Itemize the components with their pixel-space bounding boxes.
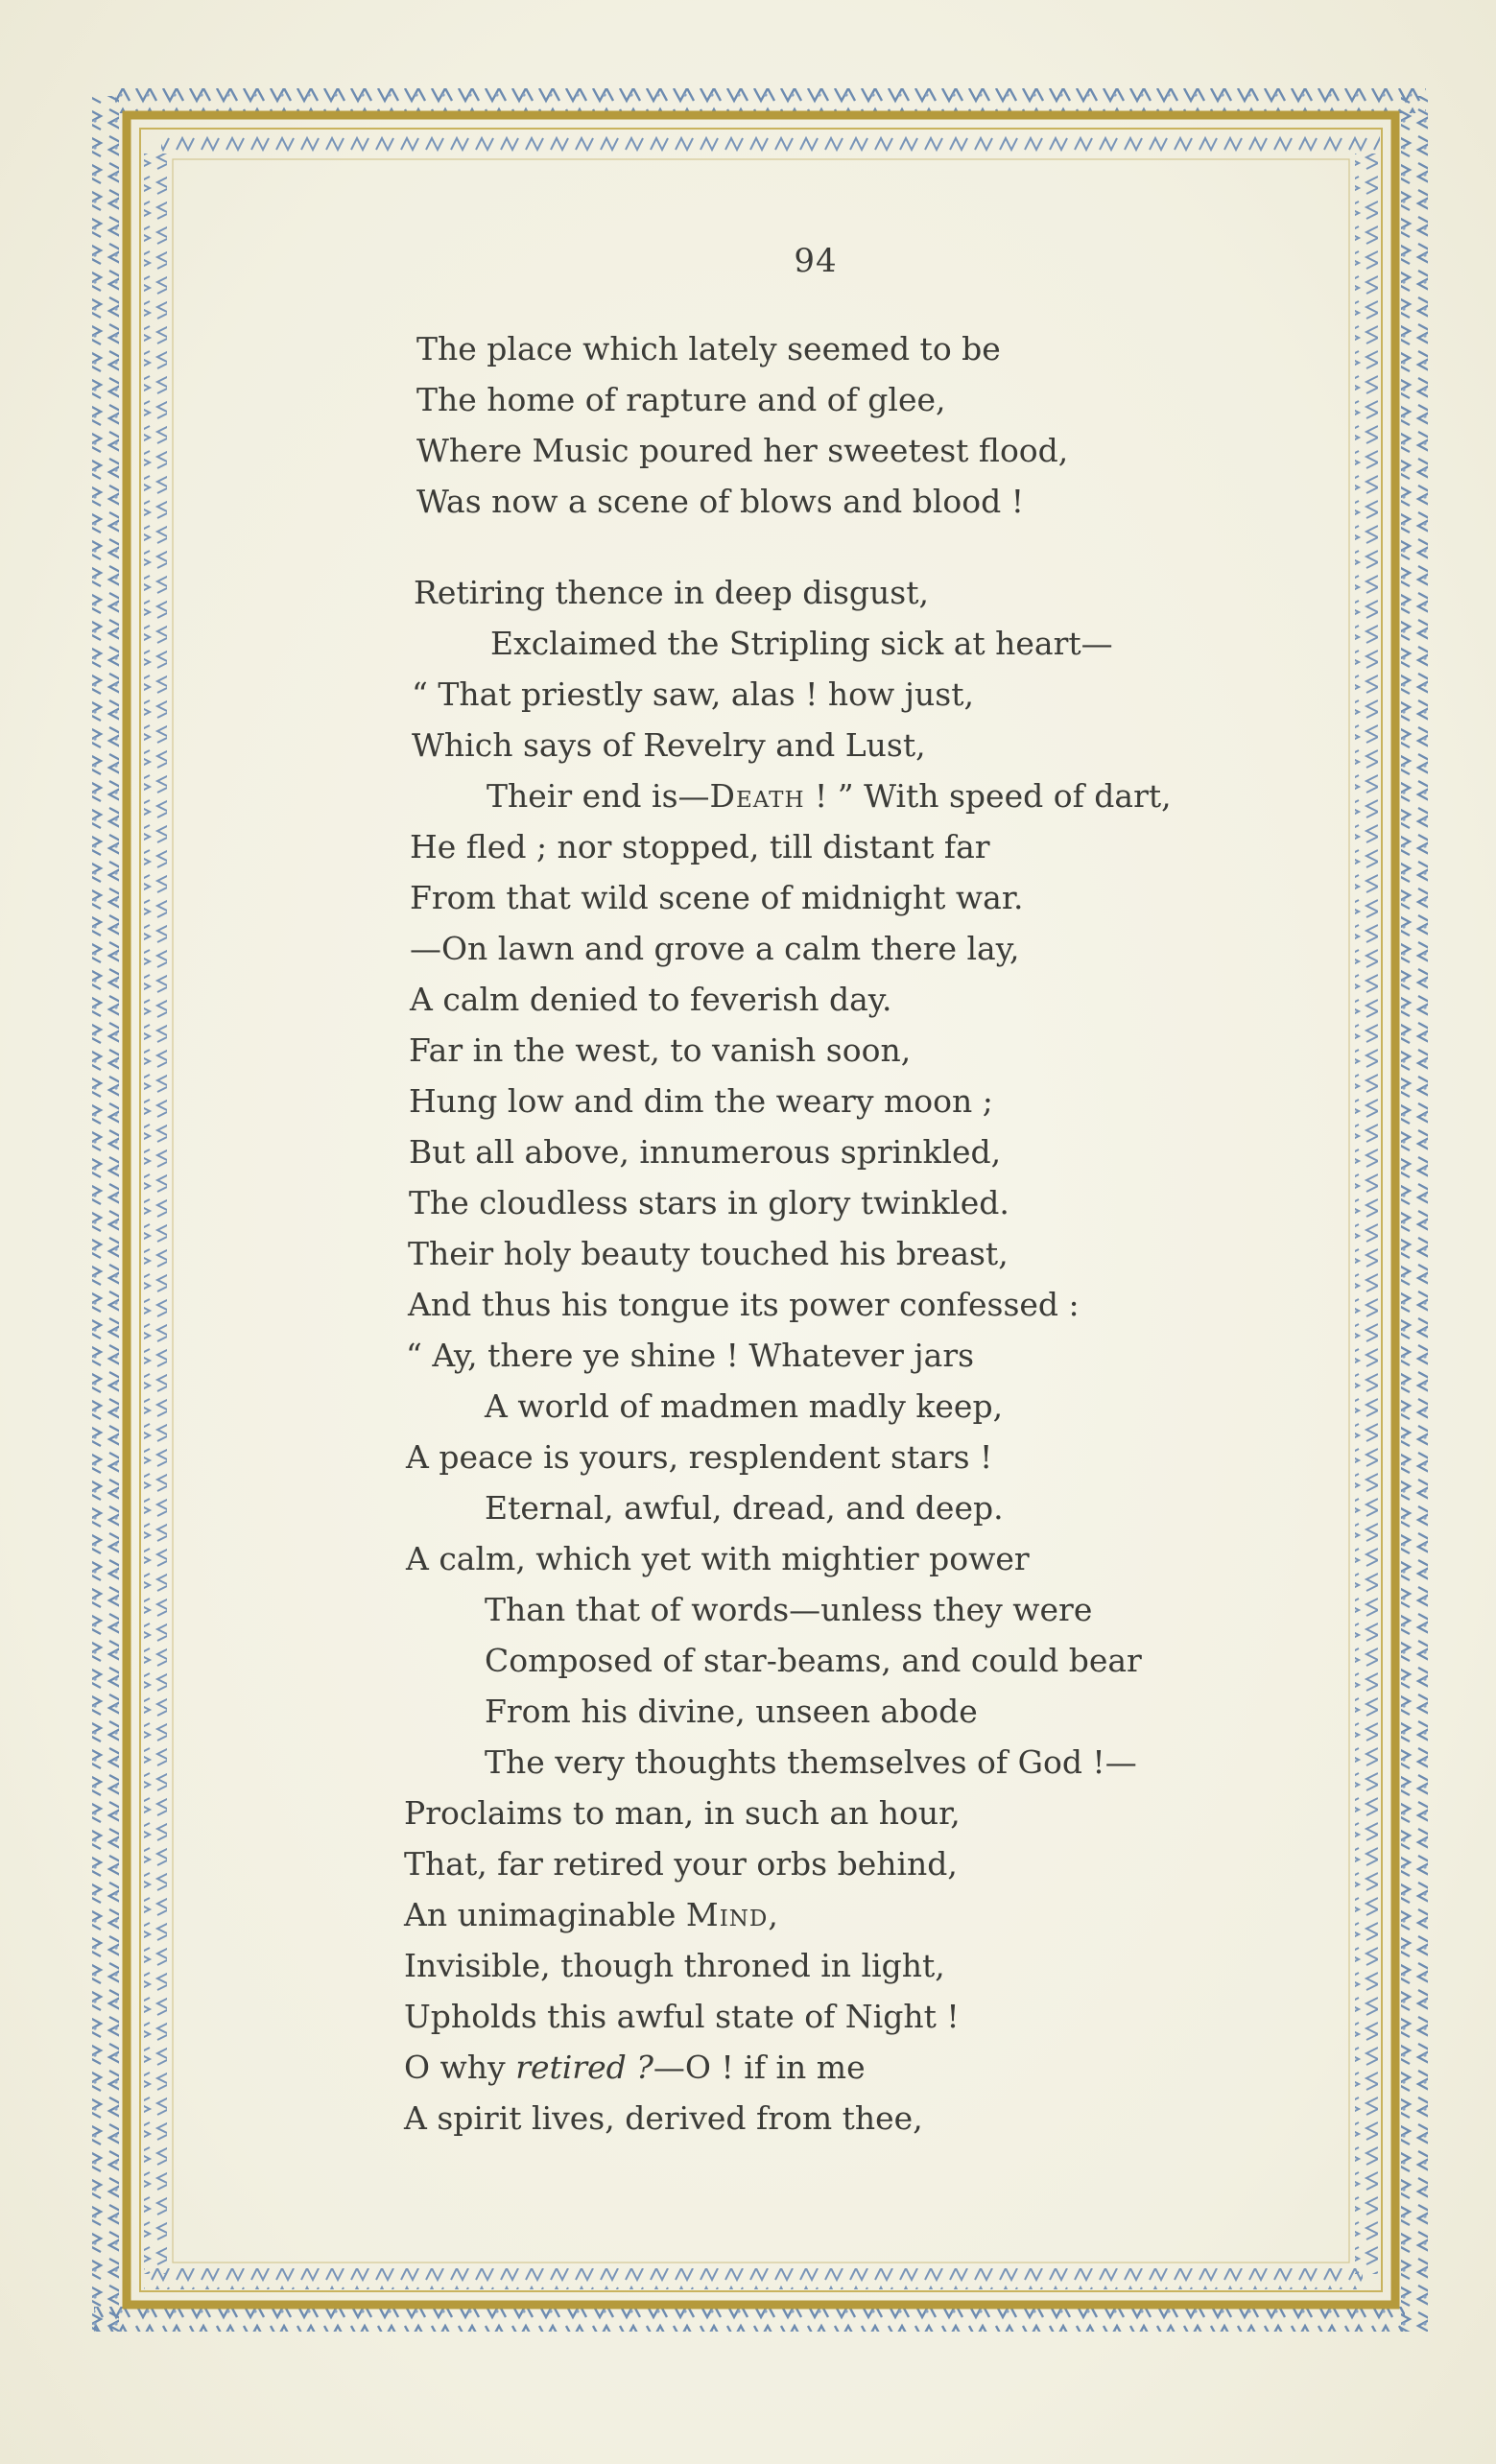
poem-line: Upholds this awful state of Night ! (404, 1998, 960, 2035)
poem-line: The cloudless stars in glory twinkled. (409, 1184, 1009, 1221)
poem-fragment: O why (404, 2049, 516, 2086)
poem-line: From his divine, unseen abode (485, 1693, 978, 1730)
poem-line: But all above, innumerous sprinkled, (409, 1133, 1002, 1171)
poem-line: Eternal, awful, dread, and deep. (485, 1489, 1004, 1527)
poem-line: A calm denied to feverish day. (410, 981, 892, 1018)
small-caps-word: Mind (685, 1896, 769, 1933)
poem-line: Invisible, though throned in light, (404, 1947, 945, 1984)
poem-line: Proclaims to man, in such an hour, (404, 1794, 961, 1832)
poem-line: He fled ; nor stopped, till distant far (410, 828, 990, 865)
poem-fragment: —O ! if in me (653, 2049, 866, 2086)
poem-fragment: , (768, 1896, 778, 1933)
poem-line: A calm, which yet with mightier power (406, 1540, 1030, 1577)
poem-fragment: An unimaginable (404, 1896, 686, 1933)
poem-line: From that wild scene of midnight war. (410, 879, 1024, 916)
poem-line: “ Ay, there ye shine ! Whatever jars (406, 1337, 975, 1374)
poem-line: The place which lately seemed to be (416, 330, 1001, 367)
poem-line: The home of rapture and of glee, (416, 381, 946, 418)
page-number: 94 (794, 242, 838, 280)
poem-line: Than that of words—unless they were (485, 1591, 1093, 1628)
poem-line: That, far retired your orbs behind, (404, 1845, 958, 1883)
poem-line (404, 2049, 866, 2087)
poem-line: Retiring thence in deep disgust, (414, 574, 929, 611)
poem-line: And thus his tongue its power confessed : (408, 1286, 1080, 1323)
poem-line: Hung low and dim the weary moon ; (409, 1082, 993, 1120)
small-caps-word: Death (709, 777, 805, 815)
italic-phrase: retired ? (515, 2049, 653, 2086)
poem-line: A world of madmen madly keep, (485, 1387, 1004, 1425)
poem-line (487, 777, 1172, 816)
poem-line: Far in the west, to vanish soon, (409, 1031, 912, 1069)
poem-line: Composed of star-beams, and could bear (485, 1642, 1142, 1679)
poem-line: A spirit lives, derived from thee, (404, 2099, 923, 2137)
poem-line: —On lawn and grove a calm there lay, (410, 930, 1020, 967)
poem-line: Was now a scene of blows and blood ! (416, 483, 1025, 520)
poem-fragment: ! ” With speed of dart, (804, 777, 1172, 815)
poem-line: A peace is yours, resplendent stars ! (406, 1438, 993, 1476)
poem-line: “ That priestly saw, alas ! how just, (412, 675, 974, 713)
poem-line: The very thoughts themselves of God !— (485, 1743, 1137, 1781)
poem-line: Their holy beauty touched his breast, (408, 1235, 1009, 1272)
poem-line: Exclaimed the Stripling sick at heart— (490, 625, 1113, 662)
page-content (154, 230, 1343, 2303)
poem-line: Which says of Revelry and Lust, (412, 726, 926, 764)
poem-text (154, 230, 1343, 2303)
poem-line: Where Music poured her sweetest flood, (416, 432, 1069, 469)
poem-fragment: Their end is— (487, 777, 710, 815)
poem-line (404, 1896, 778, 1934)
